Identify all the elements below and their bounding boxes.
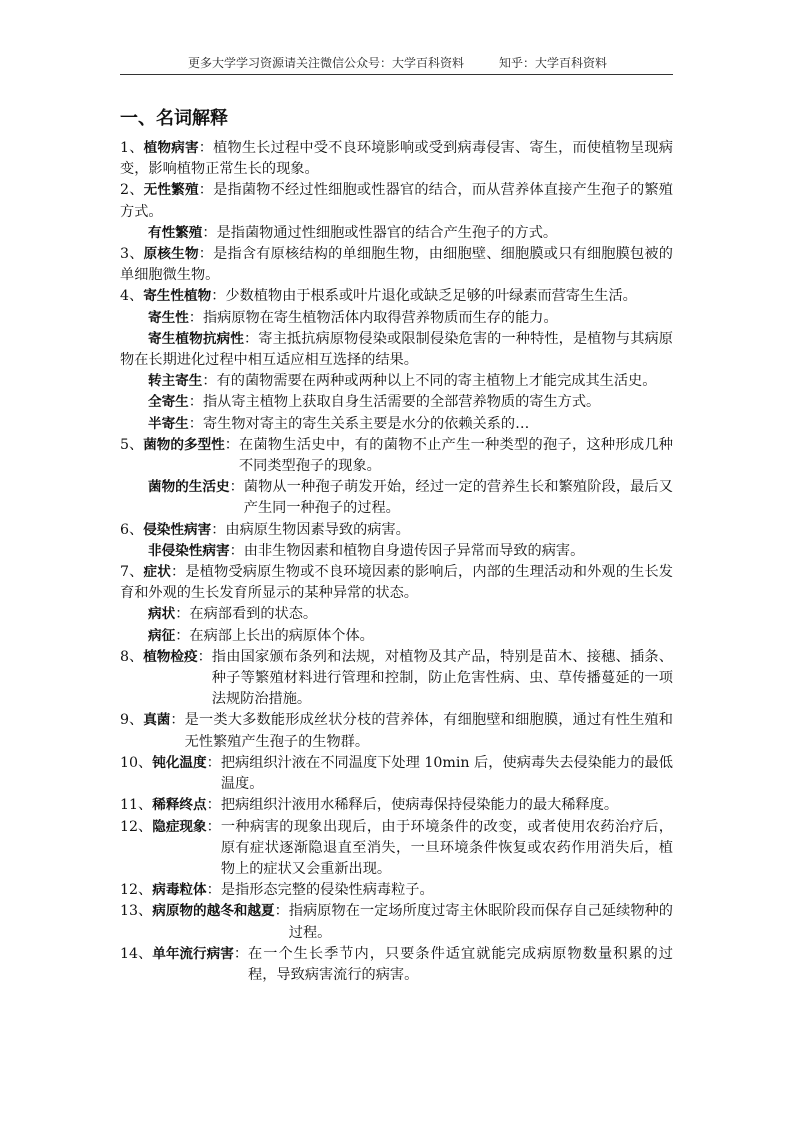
glossary-content [120,138,673,986]
entry-13: 13、病原物的越冬和越夏： 指病原物在一定场所度过寄主休眠阶段而保存自己延续物种的过程。 [120,903,673,941]
entry-2b: 有性繁殖：是指菌物通过性细胞或性器官的结合产生孢子的方式。 [148,224,558,241]
entry-9: 9、真菌： 是一类大多数能形成丝状分枝的营养体，有细胞壁和细胞膜，通过有性生殖和无性繁殖产生孢子的生物群。 [120,712,673,750]
entry-5: 5、菌物的多型性： 在菌物生活史中，有的菌物不止产生一种类型的孢子，这种形成几种不同类型孢子的现象。 [120,436,673,475]
entry-7: 7、症状：是植物受病原生物或不良环境因素的影响后，内部的生理活动和外观的生长发育和外观的生长发育所显示的某种异常的状态。 [120,564,673,602]
entry-7b: 病状：在病部看到的状态。 [148,606,318,623]
entry-8: 8、植物检疫： 指由国家颁布条列和法规，对植物及其产品，特别是苗木、接穗、插条、种子等繁殖材料进行管理和控制，防止危害性病、虫、草传播蔓延的一项法规防治措施。 [120,648,673,708]
entry-6b: 非侵染性病害：由非生物因素和植物自身遗传因子异常而导致的病害。 [148,542,585,559]
entry-14: 14、单年流行病害： 在一个生长季节内，只要条件适宜就能完成病原物数量积累的过程，导致病害流行的病害。 [120,945,673,983]
page-header [120,52,673,75]
entry-4: 4、寄生性植物：少数植物由于根系或叶片退化或缺乏足够的叶绿素而营寄生生活。 [120,288,637,305]
entry-3: 3、原核生物：是指含有原核结构的单细胞生物，由细胞壁、细胞膜或只有细胞膜包被的单细胞微生物。 [120,246,673,284]
entry-2: 2、无性繁殖：是指菌物不经过性细胞或性器官的结合，而从营养体直接产生孢子的繁殖方式。 [120,182,673,220]
entry-7c: 病征：在病部上长出的病原体个体。 [148,627,374,644]
entry-6: 6、侵染性病害：由病原生物因素导致的病害。 [120,521,410,538]
entry-4b: 寄生性：指病原物在寄生植物活体内取得营养物质而生存的能力。 [148,309,558,326]
entry-10: 10、钝化温度： 把病组织汁液在不同温度下处理 10min 后，使病毒失去侵染能力的最低温度。 [120,754,673,793]
entry-11: 11、稀释终点： 把病组织汁液用水稀释后，使病毒保持侵染能力的最大稀释度。 [120,797,619,814]
entry-12b: 12、病毒粒体： 是指形态完整的侵染性病毒粒子。 [120,882,434,899]
entry-4c: 寄生植物抗病性：寄主抵抗病原物侵染或限制侵染危害的一种特性，是植物与其病原物在长期进化过程中相互适应相互选择的结果。 [120,330,673,369]
header-zhihu-note: 知乎：大学百科资料 [499,56,608,70]
header-wechat-note: 更多大学学习资源请关注微信公众号：大学百科资料 [188,56,465,70]
entry-5b: 菌物的生活史： 菌物从一种孢子萌发开始，经过一定的营养生长和繁殖阶段，最后又产生同一种孢子的过程。 [148,479,673,517]
entry-4d: 转主寄生： 有的菌物需要在两种或两种以上不同的寄主植物上才能完成其生活史。 [148,373,657,390]
entry-12: 12、隐症现象： 一种病害的现象出现后，由于环境条件的改变，或者使用农药治疗后，原有症状逐渐隐退直至消失，一旦环境条件恢复或农药作用消失后，植物上的症状又会重新出现。 [120,818,673,877]
entry-1: 1、植物病害：植物生长过程中受不良环境影响或受到病毒侵害、寄生，而使植物呈现病变，影响植物正常生长的现象。 [120,140,673,178]
section-title: 一、名词解释 [120,108,228,129]
entry-4f: 半寄生：寄生物对寄主的寄生关系主要是水分的依赖关系的… [148,415,530,432]
entry-4e: 全寄生：指从寄主植物上获取自身生活需要的全部营养物质的寄生方式。 [148,394,601,411]
